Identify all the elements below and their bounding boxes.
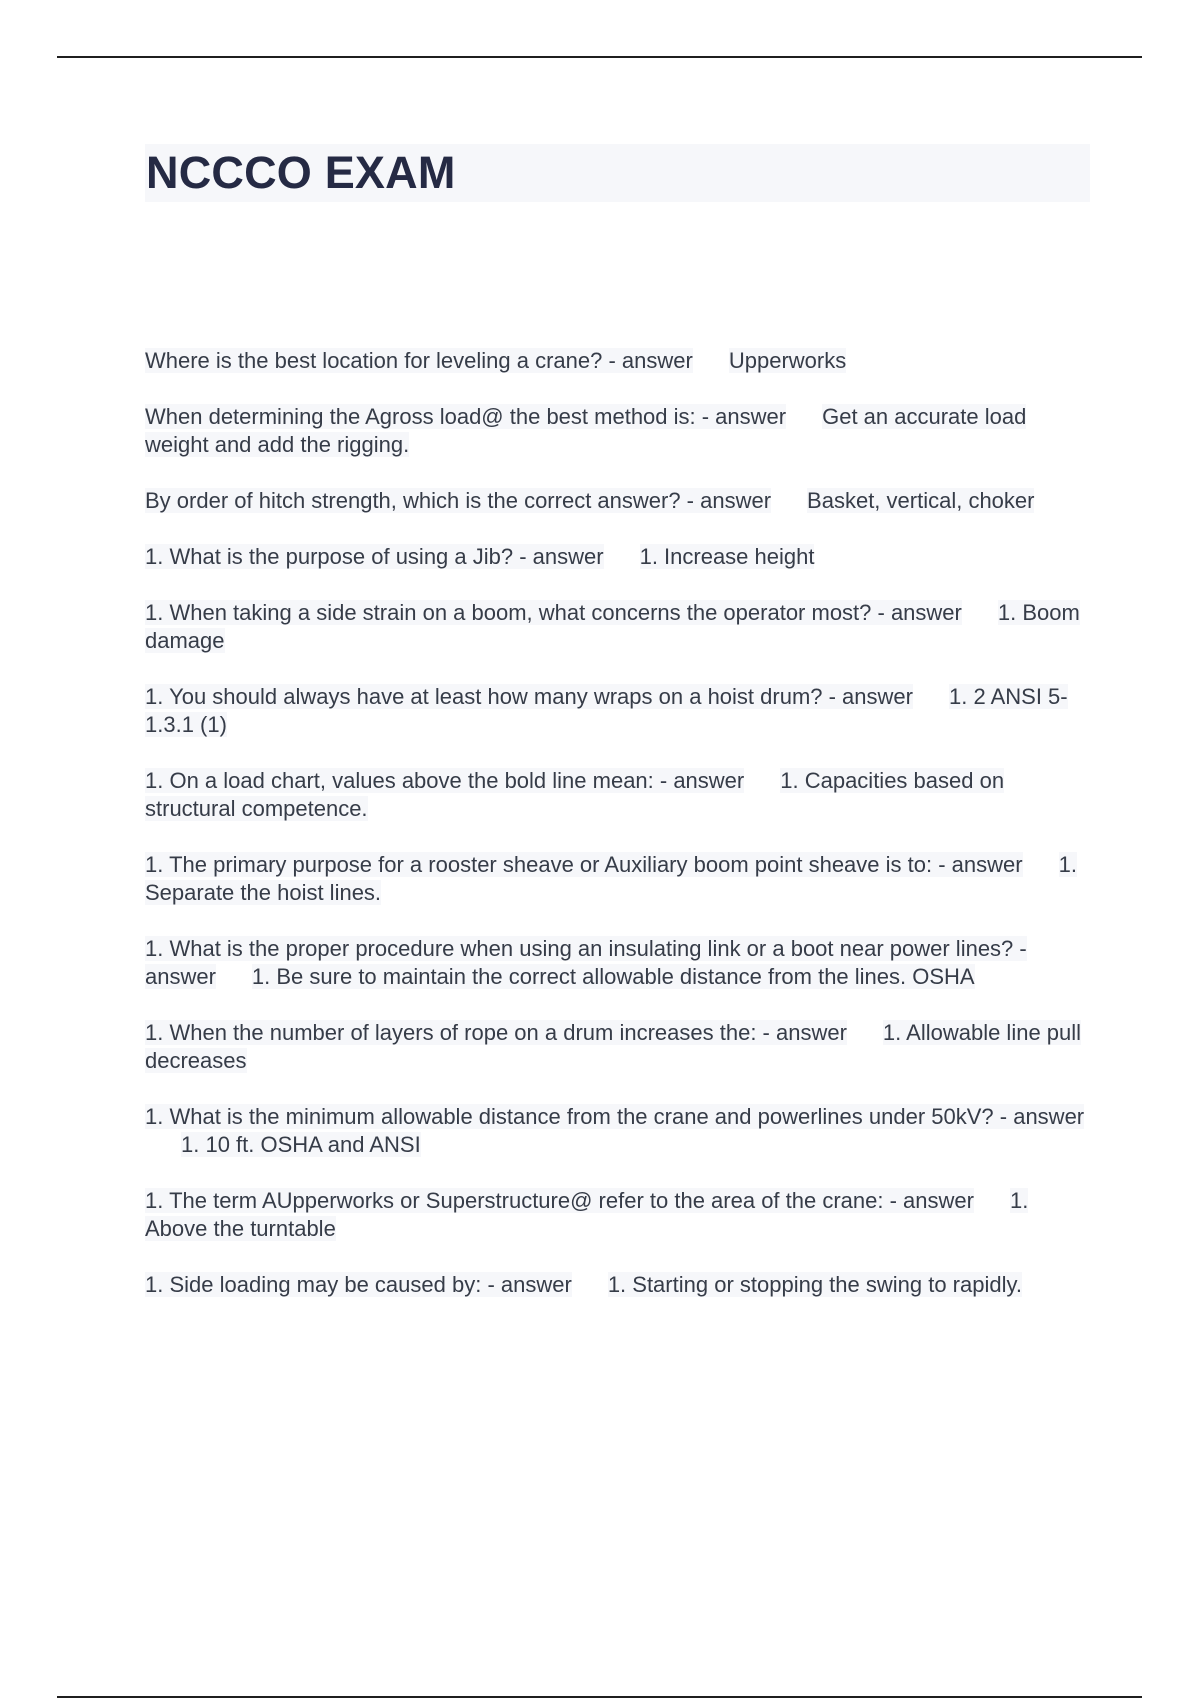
title-band [145, 144, 1090, 202]
answer-text: 1. Increase height [639, 544, 815, 569]
answer-text: 1. Allowable line pull decreases [145, 1020, 1082, 1073]
question-text: 1. Side loading may be caused by: - answer [145, 1272, 572, 1297]
document-body [145, 144, 1090, 1327]
question-text: Where is the best location for leveling a crane? - answer [145, 348, 693, 373]
question-text: 1. What is the minimum allowable distance from the crane and powerlines under 50kV? - answer [145, 1104, 1085, 1129]
question-text: 1. When the number of layers of rope on a drum increases the: - answer [145, 1020, 847, 1045]
question-text: 1. You should always have at least how many wraps on a hoist drum? - answer [145, 684, 913, 709]
qa-item [145, 347, 1090, 375]
answer-text: 1. Capacities based on structural competence. [145, 768, 1005, 821]
question-text: When determining the Agross load@ the best method is: - answer [145, 404, 787, 429]
answer-text: 1. Starting or stopping the swing to rapidly. [607, 1272, 1022, 1297]
qa-item [145, 403, 1090, 459]
answer-text: 1. Boom damage [145, 600, 1080, 653]
answer-text: Upperworks [728, 348, 847, 373]
question-text: 1. What is the purpose of using a Jib? - answer [145, 544, 604, 569]
qa-item [145, 767, 1090, 823]
qa-item [145, 543, 1090, 571]
question-text: 1. When taking a side strain on a boom, what concerns the operator most? - answer [145, 600, 962, 625]
qa-item [145, 1103, 1090, 1159]
qa-item [145, 487, 1090, 515]
qa-item [145, 1187, 1090, 1243]
qa-item [145, 683, 1090, 739]
question-text: By order of hitch strength, which is the correct answer? - answer [145, 488, 772, 513]
qa-item [145, 599, 1090, 655]
top-divider [57, 56, 1142, 58]
qa-item [145, 935, 1090, 991]
answer-text: Basket, vertical, choker [807, 488, 1035, 513]
bottom-divider [57, 1696, 1142, 1698]
answer-text: Get an accurate load weight and add the rigging. [145, 404, 1027, 457]
question-text: 1. On a load chart, values above the bold line mean: - answer [145, 768, 745, 793]
qa-item [145, 1271, 1090, 1299]
answer-text: 1. Be sure to maintain the correct allowable distance from the lines. OSHA [251, 964, 975, 989]
page-title: NCCCO EXAM [146, 147, 456, 198]
qa-list [145, 347, 1090, 1299]
qa-item [145, 851, 1090, 907]
question-text: 1. What is the proper procedure when using an insulating link or a boot near power lines? - answer [145, 936, 1027, 989]
answer-text: 1. 10 ft. OSHA and ANSI [181, 1132, 421, 1157]
question-text: 1. The term AUpperworks or Superstructure@ refer to the area of the crane: - answer [145, 1188, 974, 1213]
qa-item [145, 1019, 1090, 1075]
question-text: 1. The primary purpose for a rooster sheave or Auxiliary boom point sheave is to: - answer [145, 852, 1023, 877]
answer-text: 1. 2 ANSI 5-1.3.1 (1) [145, 684, 1068, 737]
answer-text: 1. Above the turntable [145, 1188, 1029, 1241]
answer-text: 1. Separate the hoist lines. [145, 852, 1077, 905]
